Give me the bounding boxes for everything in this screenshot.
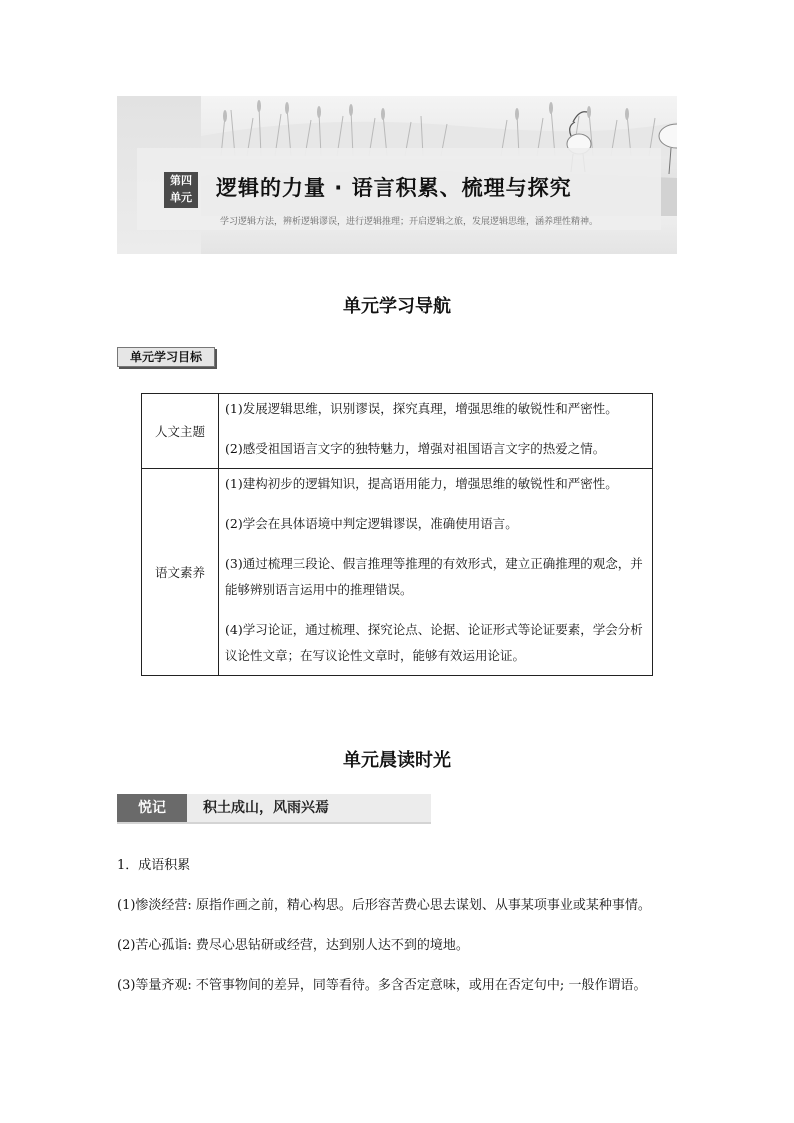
idiom-line: (1)惨淡经营: 原指作画之前，精心构思。后形容苦费心思去谋划、从事某项事业或某种事情。 bbox=[117, 898, 651, 913]
list-item: (1)发展逻辑思维，识别谬误，探究真理，增强思维的敏锐性和严密性。 bbox=[225, 401, 618, 416]
list-item: (1)建构初步的逻辑知识，提高语用能力，增强思维的敏锐性和严密性。 bbox=[225, 476, 618, 491]
reading-tag-text: 积土成山，风雨兴焉 bbox=[203, 800, 329, 816]
reading-section-title: 单元晨读时光 bbox=[343, 750, 451, 771]
list-item: (2)学会在具体语境中判定逻辑谬误，准确使用语言。 bbox=[225, 516, 518, 531]
list-item: (3)通过梳理三段论、假言推理等推理的有效形式，建立正确推理的观念，并能够辨别语言运用中的推理错误。 bbox=[225, 556, 643, 597]
table-row bbox=[142, 394, 653, 469]
goals-table bbox=[141, 393, 653, 676]
unit-badge-line2: 单元 bbox=[170, 191, 192, 204]
idiom-heading: 1．成语积累 bbox=[117, 858, 191, 873]
list-item: (2)感受祖国语言文字的独特魅力，增强对祖国语言文字的热爱之情。 bbox=[225, 441, 606, 456]
content-cell bbox=[219, 394, 653, 469]
table-row bbox=[142, 469, 653, 676]
idiom-line: (3)等量齐观: 不管事物间的差异，同等看待。多含否定意味，或用在否定句中; 一般作谓语。 bbox=[117, 978, 647, 993]
idiom-line: (2)苦心孤诣: 费尽心思钻研或经营，达到别人达不到的境地。 bbox=[117, 938, 469, 953]
goal-tag: 单元学习目标 bbox=[117, 347, 215, 367]
unit-title: 逻辑的力量 · 语言积累、梳理与探究 bbox=[216, 176, 572, 200]
list-item: (4)学习论证，通过梳理、探究论点、论据、论证形式等论证要素，学会分析议论性文章；在写议论性文章时，能够有效运用论证。 bbox=[225, 622, 643, 663]
category-cell: 语文素养 bbox=[142, 469, 219, 676]
unit-subtitle: 学习逻辑方法，辨析逻辑谬误，进行逻辑推理；开启逻辑之旅，发展逻辑思维，涵养理性精神。 bbox=[220, 217, 599, 227]
nav-section-title: 单元学习导航 bbox=[343, 296, 451, 317]
category-cell: 人文主题 bbox=[142, 394, 219, 469]
reading-tag-bar bbox=[117, 794, 431, 824]
unit-badge-line1: 第四 bbox=[170, 174, 192, 187]
unit-badge bbox=[164, 172, 198, 208]
content-cell bbox=[219, 469, 653, 676]
reading-tag: 悦记 bbox=[117, 794, 187, 822]
